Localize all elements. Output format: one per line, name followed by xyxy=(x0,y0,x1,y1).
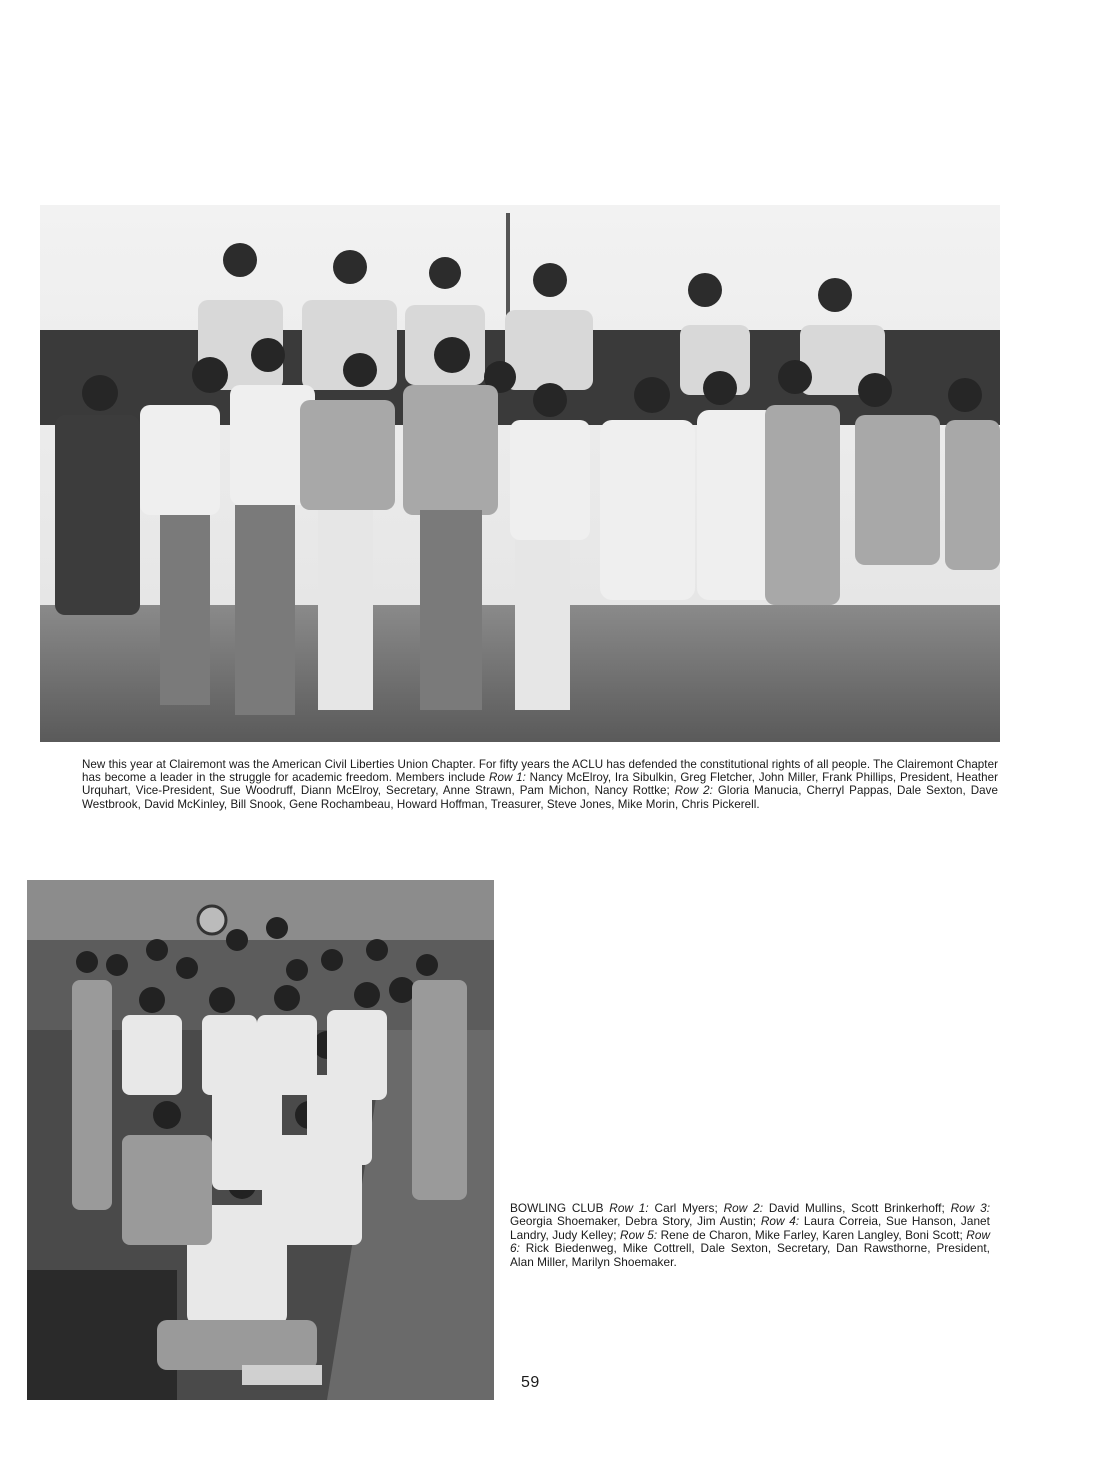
caption-text: Rene de Charon, Mike Farley, Karen Langley, Boni Scott; xyxy=(657,1227,967,1242)
aclu-group-photo xyxy=(40,205,1000,742)
caption-text: Gloria Manucia, Cherryl Pappas, Dale Sexton, Dave Westbrook, David McKinley, Bill Snook, Gene Rochambeau, Howard Hoffman, Treasurer, Steve Jones, Mike Morin, Chris Pickerell. xyxy=(82,784,998,811)
row-label: Row 1: xyxy=(489,771,526,785)
row-label: Row 3: xyxy=(950,1201,991,1215)
caption-text: Rick Biedenweg, Mike Cottrell, Dale Sexton, Secretary, Dan Rawsthorne, President, Alan Miller, Marilyn Shoemaker. xyxy=(510,1241,990,1269)
bowling-photo-graphic xyxy=(27,880,494,1400)
bowling-club-photo xyxy=(27,880,494,1400)
caption-text: Laura Correia, Sue Hanson, Janet Landry, Judy Kelley; xyxy=(510,1214,990,1242)
caption-text: BOWLING CLUB xyxy=(510,1201,610,1215)
row-label: Row 2: xyxy=(723,1201,764,1215)
page-number: 59 xyxy=(521,1374,540,1391)
caption-text: New this year at Clairemont was the American Civil Liberties Union Chapter. For fifty years the ACLU has defended the constitutional rights of all people. The Clairemont Chapter has become a leader in the struggle for academic freedom. Members include xyxy=(82,758,998,785)
aclu-caption xyxy=(82,758,998,811)
caption-text: Nancy McElroy, Ira Sibulkin, Greg Fletcher, John Miller, Frank Phillips, President, Heather Urquhart, Vice-President, Sue Woodruff, Diann McElroy, Secretary, Anne Strawn, Pam Michon, Nancy Rottke; xyxy=(82,771,998,798)
caption-text: Georgia Shoemaker, Debra Story, Jim Austin; xyxy=(510,1214,761,1229)
row-label: Row 1: xyxy=(609,1201,649,1215)
caption-text: Carl Myers; xyxy=(648,1201,724,1215)
row-label: Row 2: xyxy=(674,784,713,798)
row-label: Row 6: xyxy=(510,1227,991,1256)
row-label: Row 4: xyxy=(760,1214,800,1229)
aclu-photo-graphic xyxy=(40,205,1000,742)
bowling-club-caption xyxy=(510,1202,990,1269)
caption-text: David Mullins, Scott Brinkerhoff; xyxy=(763,1201,951,1215)
row-label: Row 5: xyxy=(620,1227,658,1242)
